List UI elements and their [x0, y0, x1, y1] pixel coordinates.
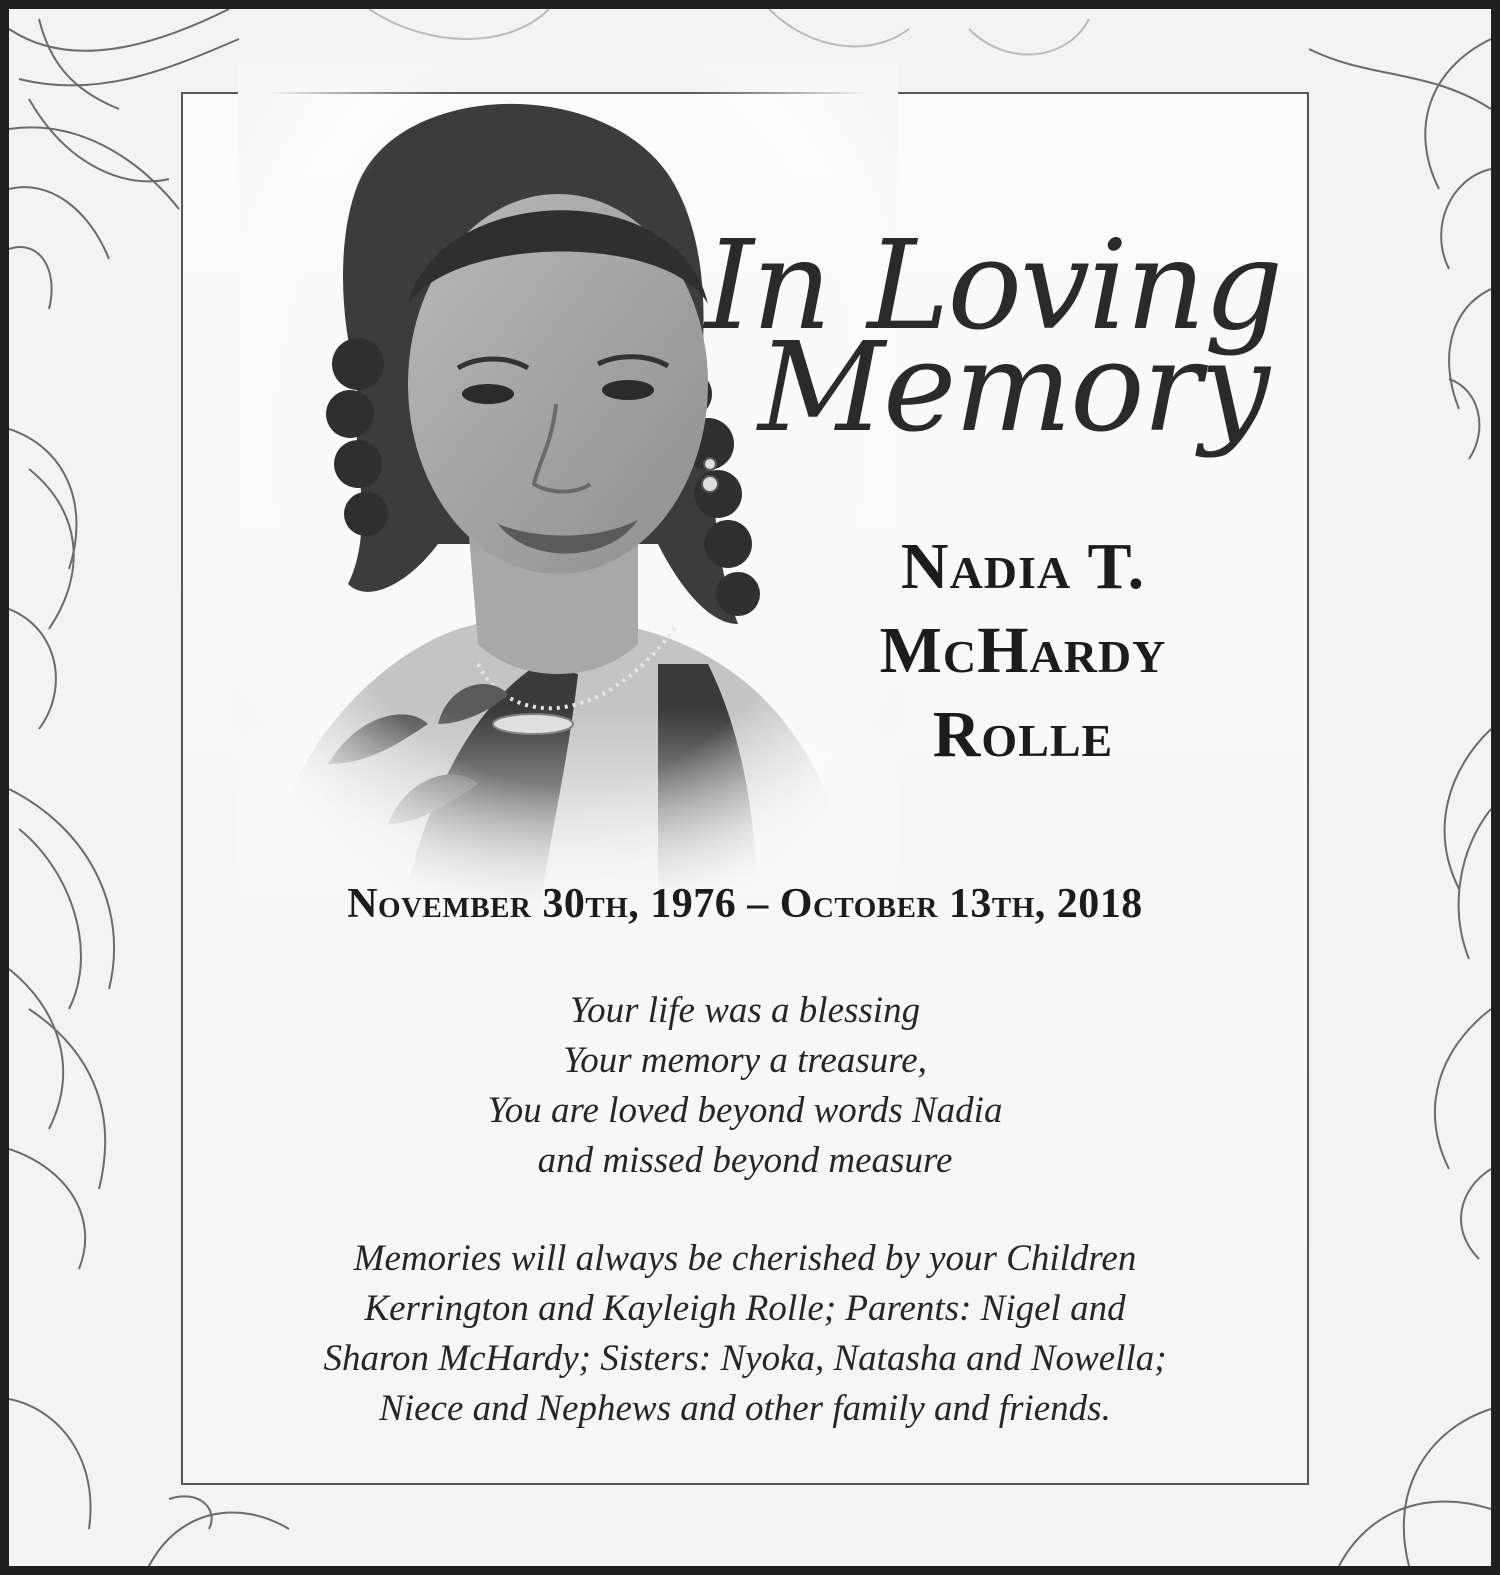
tribute-line: Kerrington and Kayleigh Rolle; Parents: Nigel and [364, 1288, 1126, 1329]
title-line-2: Memory [758, 316, 1268, 460]
poem-line: You are loved beyond words Nadia [487, 1090, 1003, 1131]
tribute-line: Sharon McHardy; Sisters: Nyoka, Natasha and Nowella; [323, 1338, 1167, 1379]
poem [183, 986, 1307, 1186]
tribute-line: Memories will always be cherished by your Children [353, 1238, 1137, 1279]
memorial-panel [181, 92, 1309, 1485]
poem-line: Your life was a blessing [569, 990, 921, 1031]
tribute-line: Niece and Nephews and other family and friends. [379, 1388, 1111, 1429]
poem-line: and missed beyond measure [537, 1140, 953, 1181]
name-line-3: Rolle [932, 698, 1114, 771]
title-line-1: In Loving [704, 214, 1282, 358]
name-line-1: Nadia T. [900, 530, 1146, 603]
portrait-photo [238, 64, 898, 924]
life-dates: November 30th, 1976 – October 13th, 2018 [347, 881, 1143, 927]
poem-line: Your memory a treasure, [563, 1040, 927, 1081]
name-line-2: McHardy [879, 614, 1167, 687]
tribute [183, 1234, 1307, 1434]
